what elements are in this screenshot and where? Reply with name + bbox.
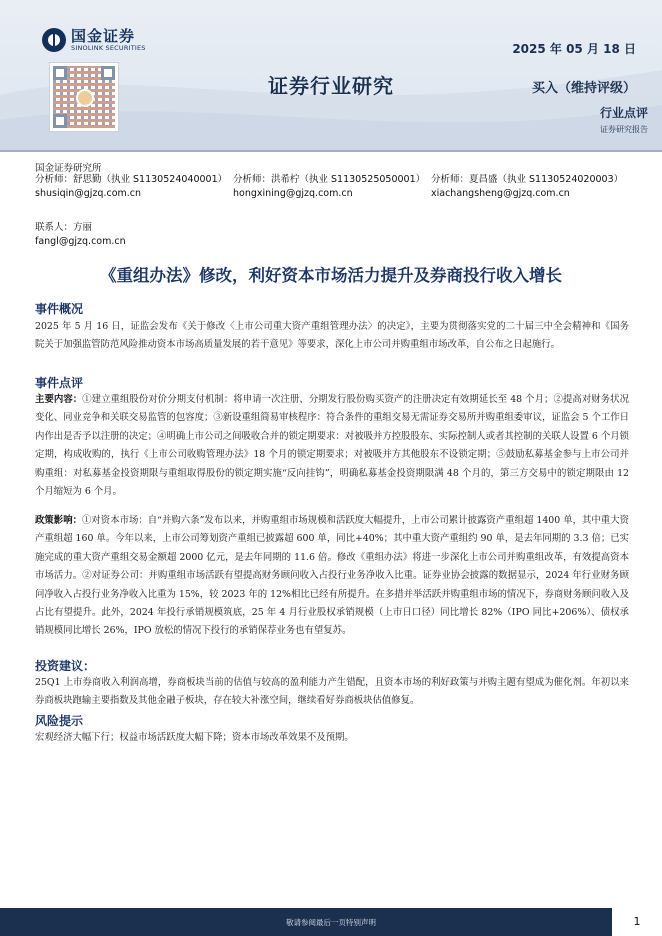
section-title-comment: 事件点评	[35, 376, 84, 390]
institute-name: 国金证券研究所	[35, 163, 102, 174]
header-divider	[0, 150, 662, 152]
section-title-advice: 投资建议：	[35, 659, 96, 673]
main-content-label: 主要内容：	[35, 394, 83, 405]
impact-paragraph	[35, 512, 629, 641]
analyst-item	[233, 173, 431, 200]
company-logo	[42, 28, 146, 52]
analyst-email[interactable]: hongxining@gjzq.com.cn	[233, 187, 353, 199]
analyst-line: 分析师：洪希柠（执业 S1130525050001）	[233, 174, 426, 185]
contact-block	[35, 221, 126, 249]
contact-email[interactable]: fangl@gjzq.com.cn	[35, 236, 126, 247]
report-headline: 《重组办法》修改，利好资本市场活力提升及券商投行收入增长	[100, 266, 562, 285]
risk-paragraph: 宏观经济大幅下行；权益市场活跃度大幅下降；资本市场改革效果不及预期。	[35, 732, 354, 743]
logo-name-en: SINOLINK SECURITIES	[71, 44, 146, 52]
report-type: 行业点评	[599, 106, 648, 120]
advice-paragraph: 25Q1 上市券商收入利润高增，券商板块当前的估值与较高的盈利能力产生错配，且资本市场的利好政策与并购主题有望成为催化剂。年初以来券商板块跑输主要指数及其他金融子板块，存在较大补涨空间，继续看好券商板块估值修复。	[35, 677, 629, 707]
page-footer	[0, 908, 662, 936]
main-content-paragraph	[35, 391, 629, 501]
impact-label: 政策影响：	[35, 515, 82, 526]
page-number: 1	[612, 908, 662, 936]
impact-text: ①对资本市场：自“并购六条”发布以来，并购重组市场规模和活跃度大幅提升，上市公司累计披露资产重组超 1400 单，其中重大资产重组超 160 单。今年以来，上市公司筹划资产重组已披露超 600 单，同比+40%；其中重大资产重组约 90 单，是去年同期的 3.3 倍；已实施完成的重大资产重组交易金额超 2000 亿元，是去年同期的 11.6 倍。修改《重组办法》将进一步深化上市公司并购重组改革，有效提高资本市场活力。②对证券公司：并购重组市场活跃有望提高财务顾问收入占投行业务净收入比重。证券业协会披露的数据显示，2024 年行业财务顾问净收入占投行业务净收入比重为 15%，较 2023 年的 12%相比已经有所提升。在多措并举活跃并购重组市场的情况下，券商财务顾问收入及占比有望提升。此外，2024 年投行承销规模筑底，25 年 4 月行业股权承销规模（上市日口径）同比增长 82%（IPO 同比+206%）、债权承销规模同比增长 26%，IPO 放松的情况下投行的承销保荐业务也有望复苏。	[35, 515, 629, 637]
section-title-overview: 事件概况	[35, 302, 84, 316]
disclaimer-note: 敬请参阅最后一页特别声明	[286, 918, 376, 927]
logo-icon	[42, 28, 66, 52]
contact-name: 联系人：方丽	[35, 222, 93, 233]
analyst-email[interactable]: xiachangsheng@gjzq.com.cn	[431, 187, 570, 199]
logo-name-cn: 国金证券	[71, 27, 136, 45]
rating-badge: 买入（维持评级）	[531, 81, 636, 96]
analyst-item	[431, 173, 623, 200]
page-title: 证券行业研究	[268, 74, 394, 98]
main-content-text: ①建立重组股份对价分期支付机制：将申请一次注册、分期发行股份购买资产的注册决定有效期延长至 48 个月；②提高对财务状况变化、同业竞争和关联交易监管的包容度；③新设重组简易审核程序：符合条件的重组交易无需证券交易所并购重组委审议，证监会 5 个工作日内作出是否予以注册的决定；④明确上市公司之间吸收合并的锁定期要求：对被吸并方控股股东、实际控制人或者其控制的关联人设置 6 个月锁定期，构成收购的，执行《上市公司收购管理办法》18 个月的锁定期要求；对被吸并方其他股东不设锁定期；⑤鼓励私募基金参与上市公司并购重组：对私募基金投资期限与重组取得股份的锁定期实施“反向挂钩”，明确私募基金投资期限满 48 个月的，第三方交易中的锁定期限由 12 个月缩短为 6 个月。	[35, 394, 629, 498]
analyst-line: 分析师：舒思勤（执业 S1130524040001）	[35, 174, 228, 185]
analyst-line: 分析师：夏昌盛（执业 S1130524020003）	[431, 174, 624, 185]
report-date: 2025 年 05 月 18 日	[512, 42, 636, 56]
report-category: 证券研究报告	[600, 125, 648, 134]
overview-paragraph: 2025 年 5 月 16 日，证监会发布《关于修改〈上市公司重大资产重组管理办法〉的决定》，主要为贯彻落实党的二十届三中全会精神和《国务院关于加强监管防范风险推动资本市场高质量发展的若干意见》等要求，深化上市公司并购重组市场改革，自公布之日起施行。	[35, 321, 629, 351]
section-title-risk: 风险提示	[35, 714, 84, 728]
analyst-email[interactable]: shusiqin@gjzq.com.cn	[35, 187, 142, 199]
analyst-item	[35, 173, 233, 200]
analyst-list	[35, 173, 635, 200]
header-banner	[0, 0, 662, 150]
